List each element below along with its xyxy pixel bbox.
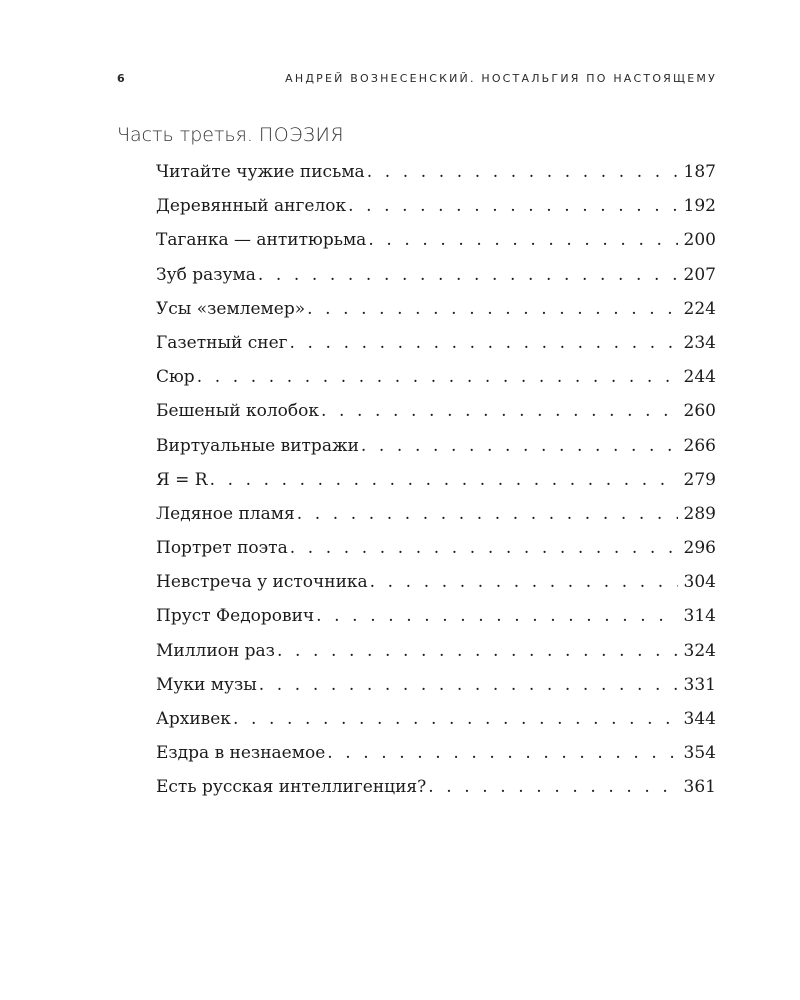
- toc-entry: [156, 671, 716, 705]
- toc-dot-leader: [368, 226, 677, 254]
- toc-entry-title: Виртуальные витражи: [156, 435, 359, 456]
- toc-dot-leader: [297, 500, 678, 528]
- toc-dot-leader: [316, 602, 677, 630]
- toc-entry-page: 361: [683, 777, 716, 798]
- running-head: [117, 72, 717, 88]
- toc-dot-leader: [259, 671, 678, 699]
- toc-entry-title: Деревянный ангелок: [156, 196, 347, 217]
- toc-dot-leader: [258, 261, 678, 289]
- toc-dot-leader: [290, 534, 678, 562]
- toc-entry-title: Газетный снег: [156, 332, 288, 353]
- toc-entry-page: 354: [683, 743, 716, 764]
- toc-entry: [156, 602, 716, 636]
- toc-entry: [156, 534, 716, 568]
- toc-entry-page: 200: [683, 230, 716, 251]
- toc-entry-page: 244: [683, 367, 716, 388]
- toc-entry-title: Невстреча у источника: [156, 572, 368, 593]
- toc-entry-title: Ледяное пламя: [156, 503, 295, 524]
- toc-entry-page: 296: [683, 538, 716, 559]
- toc-entry-page: 289: [683, 503, 716, 524]
- toc-dot-leader: [321, 397, 678, 425]
- toc-entry: [156, 773, 716, 807]
- part-heading: [117, 124, 344, 146]
- toc-entry-page: 314: [683, 606, 716, 627]
- toc-entry: [156, 261, 716, 295]
- part-title: ПОЭЗИЯ: [258, 124, 345, 146]
- toc-entry: [156, 192, 716, 226]
- toc-entry-title: Зуб разума: [156, 264, 256, 285]
- toc-entry-page: 234: [683, 332, 716, 353]
- toc-entry: [156, 363, 716, 397]
- toc-entry-page: 192: [683, 196, 716, 217]
- toc-dot-leader: [307, 295, 677, 323]
- toc-entry-title: Бешеный колобок: [156, 401, 320, 422]
- toc-entry-title: Есть русская интеллигенция?: [156, 777, 427, 798]
- toc-entry-page: 304: [683, 572, 716, 593]
- toc-entry-title: Я = R: [156, 469, 208, 490]
- toc-dot-leader: [370, 568, 678, 596]
- toc-dot-leader: [327, 739, 677, 767]
- toc-dot-leader: [367, 158, 678, 186]
- toc-entry: [156, 226, 716, 260]
- toc-entry: [156, 295, 716, 329]
- toc-entry-page: 260: [683, 401, 716, 422]
- toc-dot-leader: [361, 432, 678, 460]
- toc-entry-title: Усы «землемер»: [156, 298, 306, 319]
- toc-entry: [156, 637, 716, 671]
- toc-entry: [156, 568, 716, 602]
- toc-entry-title: Таганка — антитюрьма: [156, 230, 367, 251]
- toc-entry: [156, 432, 716, 466]
- toc-dot-leader: [428, 773, 677, 801]
- toc-entry: [156, 397, 716, 431]
- toc-entry-page: 266: [683, 435, 716, 456]
- toc-dot-leader: [210, 466, 678, 494]
- toc-entry: [156, 739, 716, 773]
- table-of-contents: [156, 158, 716, 808]
- page-number: 6: [117, 72, 125, 85]
- toc-entry-title: Муки музы: [156, 674, 257, 695]
- toc-entry: [156, 158, 716, 192]
- toc-entry-page: 331: [683, 674, 716, 695]
- toc-dot-leader: [197, 363, 678, 391]
- toc-entry-title: Архивек: [156, 709, 231, 729]
- toc-entry-title: Сюр: [156, 367, 195, 388]
- toc-entry-page: 324: [683, 640, 716, 661]
- toc-entry: [156, 329, 716, 363]
- toc-dot-leader: [348, 192, 677, 220]
- toc-dot-leader: [233, 705, 678, 733]
- toc-entry-page: 279: [683, 469, 716, 490]
- toc-entry-title: Миллион раз: [156, 640, 275, 661]
- toc-entry-title: Пруст Федорович: [156, 606, 315, 627]
- toc-entry: [156, 500, 716, 534]
- toc-dot-leader: [277, 637, 678, 665]
- part-label: Часть третья.: [117, 124, 253, 146]
- toc-entry-page: 344: [683, 709, 716, 729]
- toc-entry-title: Портрет поэта: [156, 538, 288, 559]
- toc-entry-title: Читайте чужие письма: [156, 162, 365, 182]
- running-title: АНДРЕЙ ВОЗНЕСЕНСКИЙ. НОСТАЛЬГИЯ ПО НАСТОЯЩЕМУ: [285, 72, 717, 85]
- toc-entry-title: Ездра в незнаемое: [156, 743, 326, 764]
- toc-entry: [156, 466, 716, 500]
- toc-entry: [156, 705, 716, 739]
- toc-entry-page: 224: [683, 298, 716, 319]
- toc-entry-page: 207: [683, 264, 716, 285]
- toc-dot-leader: [290, 329, 678, 357]
- toc-entry-page: 187: [683, 162, 716, 182]
